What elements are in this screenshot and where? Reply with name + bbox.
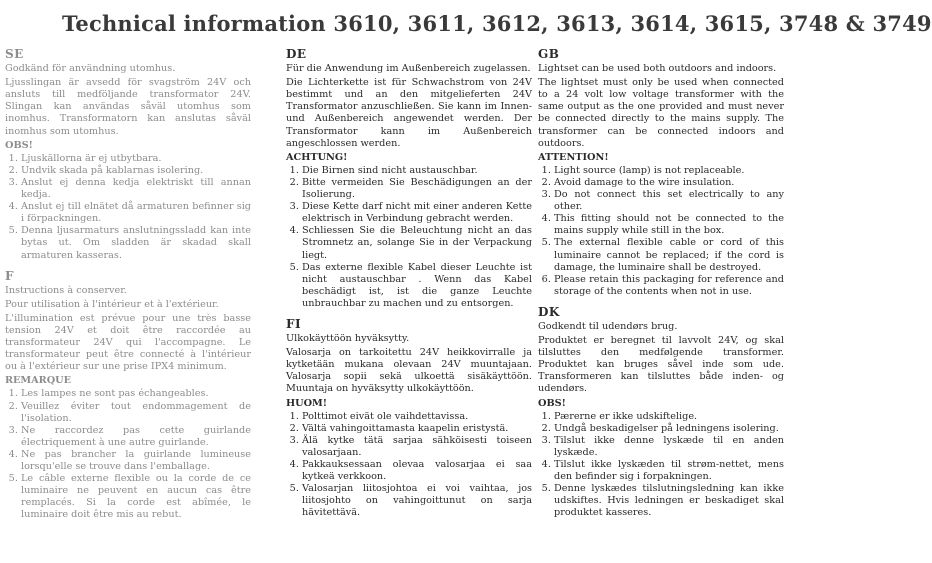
section-intro: Godkendt til udendørs brug. [538,320,678,332]
list-item: 3. Tilslut ikke denne lyskæde til en anden lyskæde. [554,435,784,459]
list-item: 2. Undvik skada på kablarnas isolering. [21,165,251,177]
list-item: 3. Do not connect this set electrically to any other. [554,189,784,213]
section-heading: DE [286,47,307,61]
list-item: 4. Tilslut ikke lyskæden til strøm-nettet, mens den befinder sig i forpakningen. [554,459,784,483]
warning-list [5,388,251,521]
list-item: 1. Pærerne er ikke udskiftelige. [554,411,784,423]
section-intro: Für die Anwendung im Außenbereich zugelassen. [286,63,531,75]
list-item: 6. Please retain this packaging for reference and storage of the contents when not in use. [554,274,784,298]
section-note: ATTENTION! [538,151,609,163]
list-item: 5. Valosarjan liitosjohtoa ei voi vaihtaa, jos liitosjohto on vahingoittunut on sarja hävitettävä. [302,483,532,519]
list-item: 4. Schliessen Sie die Beleuchtung nicht an das Stromnetz an, solange Sie in der Verpackung liegt. [302,225,532,261]
list-item: 5. Denne lyskædes tilslutningsledning kan ikke udskiftes. Hvis ledningen er beskadiget skal produktet kasseres. [554,483,784,519]
list-item: 5. Le câble externe flexible ou la corde de ce luminaire ne peuvent en aucun cas être remplacés. Si la corde est abîmée, le luminaire doit être mis au rebut. [21,473,251,521]
section-heading: DK [538,304,560,319]
list-item: 5. The external flexible cable or cord of this luminaire cannot be replaced; if the cord is damage, the luminaire shall be destroyed. [554,237,784,273]
list-item: 3. Älä kytke tätä sarjaa sähköisesti toiseen valosarjaan. [302,435,532,459]
section-note: REMARQUE [5,375,71,387]
list-item: 3. Anslut ej denna kedja elektriskt till annan kedja. [21,177,251,201]
section-intro-2: Pour utilisation à l'intérieur et à l'extérieur. [5,298,219,310]
list-item: 1. Light source (lamp) is not replaceable. [554,165,784,177]
warning-list [538,411,784,520]
section-intro: Lightset can be used both outdoors and indoors. [538,63,777,75]
warning-list [286,411,532,520]
list-item: 4. Anslut ej till elnätet då armaturen befinner sig i förpackningen. [21,201,251,225]
list-item: 1. Les lampes ne sont pas échangeables. [21,388,251,400]
section-body: Valosarja on tarkoitettu 24V heikkovirralle ja kytketään mukana olevaan 24V muuntajaan. Valosarja sopii sekä ulkoettä sisäkäyttöön. Muuntaja on hyväksytty ulkokäyttöön. [286,347,532,395]
section-dk [538,306,784,520]
section-intro: Godkänd för användning utomhus. [5,63,176,75]
section-body: The lightset must only be used when connected to a 24 volt low voltage transformer with the same output as the one provided and must never be connected directly to the mains supply. The transformer can be connected indoors and outdoors. [538,77,784,149]
section-se [5,48,251,262]
list-item: 1. Polttimot eivät ole vaihdettavissa. [302,411,532,423]
section-heading: F [5,268,15,283]
list-item: 2. Vältä vahingoittamasta kaapelin eristystä. [302,423,532,435]
section-body: Produktet er beregnet til lavvolt 24V, og skal tilsluttes den medfølgende transformer. Produktet kan bruges såvel inde som ude. Transformeren kan tilsluttes både inden- og udendørs. [538,335,784,395]
list-item: 4. Ne pas brancher la guirlande lumineuse lorsqu'elle se trouve dans l'emballage. [21,449,251,473]
list-item: 2. Undgå beskadigelser på ledningens isolering. [554,423,784,435]
list-item: 1. Ljuskällorna är ej utbytbara. [21,153,251,165]
section-body: L'illumination est prévue pour une très basse tension 24V et doit être raccordée au transformateur 24V qui l'accompagne. Le transformateur peut être connecté à l'intérieur ou à l'extérieur sur une prise IPX4 minimum. [5,312,251,373]
section-note: HUOM! [286,397,328,409]
list-item: 4. This fitting should not be connected to the mains supply while still in the box. [554,213,784,237]
section-de [286,48,532,310]
column-right [538,48,784,525]
page-title: Technical information 3610, 3611, 3612, 3613, 3614, 3615, 3748 & 3749 [62,11,932,36]
warning-list [5,153,251,262]
list-item: 5. Das externe flexible Kabel dieser Leuchte ist nicht austauschbar . Wenn das Kabel beschädigt ist, ist die ganze Leuchte unbrauchbar zu machen und zu entsorgen. [302,262,532,310]
section-body: Ljusslingan är avsedd för svagström 24V och ansluts till medföljande transformator 24V. Slingan kan användas såväl utomhus som inomhus. Transformatorn kan anslutas såväl inomhus som utomhus. [5,77,251,137]
section-heading: GB [538,47,560,61]
section-intro: Instructions à conserver. [5,284,127,296]
list-item: 2. Veuillez éviter tout endommagement de l'isolation. [21,401,251,425]
section-body: Die Lichterkette ist für Schwachstrom von 24V bestimmt und an den mitgelieferten 24V Transformator anzuschließen. Sie kann im Innen- und Außenbereich angewendet werden. Der Transformator kann im Außenbereich angeschlossen werden. [286,77,532,149]
list-item: 4. Pakkauksessaan olevaa valosarjaa ei saa kytkeä verkkoon. [302,459,532,483]
section-fi [286,318,532,520]
section-note: OBS! [5,139,33,151]
column-middle [286,48,532,525]
list-item: 5. Denna ljusarmaturs anslutningssladd kan inte bytas ut. Om sladden är skadad skall armaturen kasseras. [21,225,251,261]
column-left [5,48,251,527]
list-item: 2. Bitte vermeiden Sie Beschädigungen an der Isolierung. [302,177,532,201]
section-gb [538,48,784,298]
section-heading: SE [5,47,24,61]
section-note: OBS! [538,397,566,409]
list-item: 3. Ne raccordez pas cette guirlande électriquement à une autre guirlande. [21,425,251,449]
list-item: 1. Die Birnen sind nicht austauschbar. [302,165,532,177]
warning-list [538,165,784,298]
section-fr [5,270,251,522]
section-intro: Ulkokäyttöön hyväksytty. [286,333,410,345]
section-heading: FI [286,316,302,331]
list-item: 2. Avoid damage to the wire insulation. [554,177,784,189]
list-item: 3. Diese Kette darf nicht mit einer anderen Kette elektrisch in Verbindung gebracht werden. [302,201,532,225]
warning-list [286,165,532,310]
section-note: ACHTUNG! [286,151,348,163]
